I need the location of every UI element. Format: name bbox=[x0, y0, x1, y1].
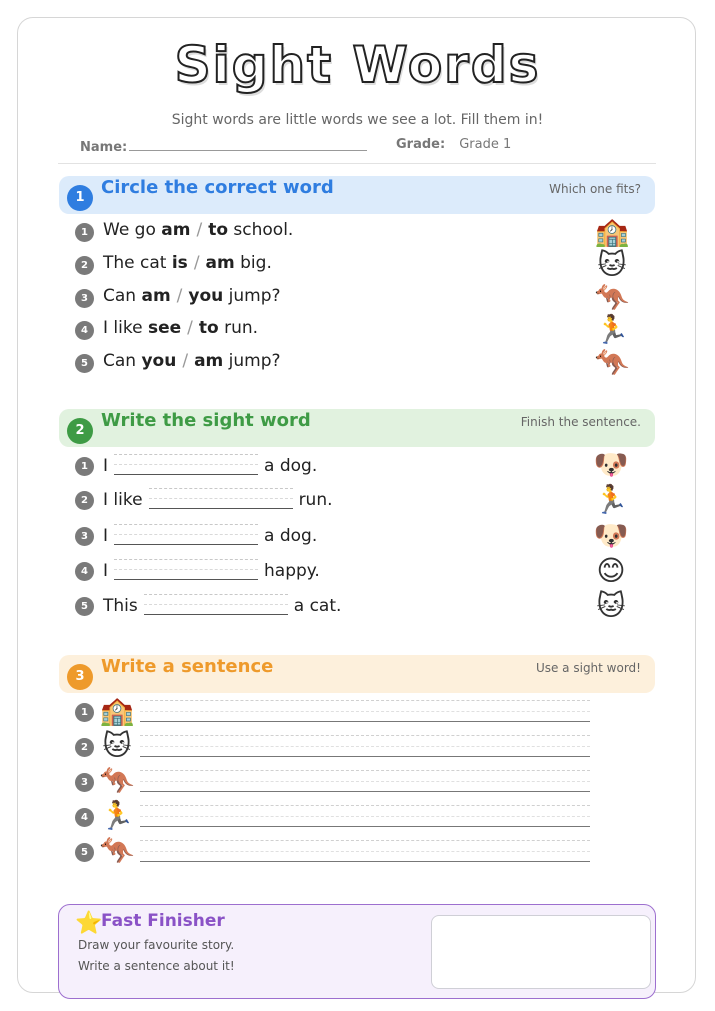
dog-icon: 🐶 bbox=[593, 519, 629, 552]
item-number: 2 bbox=[75, 491, 94, 510]
question-text: Can bbox=[103, 351, 137, 371]
slash-separator: / bbox=[193, 253, 200, 273]
word-option[interactable]: am bbox=[194, 351, 224, 371]
section-number-badge: 1 bbox=[67, 185, 93, 211]
section-write-word-header bbox=[59, 409, 655, 447]
question-text: I bbox=[103, 456, 109, 476]
section-title: Circle the correct word bbox=[101, 177, 334, 198]
item-number: 1 bbox=[75, 457, 94, 476]
kangaroo-icon: 🦘 bbox=[99, 764, 135, 797]
smiley-icon: 😊 bbox=[596, 554, 626, 587]
item-number: 4 bbox=[75, 808, 94, 827]
word-option[interactable]: am bbox=[161, 220, 191, 240]
runner-icon: 🏃 bbox=[99, 799, 135, 832]
fast-finisher-instruction: Draw your favourite story. bbox=[78, 938, 235, 952]
section-hint: Which one fits? bbox=[549, 182, 641, 196]
fast-finisher-instruction: Write a sentence about it! bbox=[78, 959, 235, 973]
answer-blank[interactable] bbox=[144, 594, 288, 615]
sentence-writing-line[interactable] bbox=[140, 805, 590, 827]
school-icon: 🏫 bbox=[594, 215, 630, 248]
item-number: 5 bbox=[75, 597, 94, 616]
circle-question bbox=[103, 220, 293, 240]
question-text: jump? bbox=[228, 351, 281, 371]
sentence-writing-line[interactable] bbox=[140, 735, 590, 757]
question-text: run. bbox=[298, 490, 333, 510]
item-number: 3 bbox=[75, 527, 94, 546]
slash-separator: / bbox=[196, 220, 203, 240]
grade-value: Grade 1 bbox=[459, 137, 512, 152]
question-text: I bbox=[103, 526, 109, 546]
fast-finisher-box bbox=[58, 904, 656, 999]
section-write-sentence-header bbox=[59, 655, 655, 693]
slash-separator: / bbox=[176, 286, 183, 306]
runner-icon: 🏃 bbox=[594, 313, 630, 346]
grade-row bbox=[396, 137, 511, 152]
sentence-writing-line[interactable] bbox=[140, 840, 590, 862]
cat-icon: 🐱 bbox=[102, 729, 132, 762]
grade-label: Grade: bbox=[396, 137, 446, 152]
question-text: I like bbox=[103, 490, 143, 510]
question-text: We go bbox=[103, 220, 156, 240]
section-title: Write a sentence bbox=[101, 656, 274, 677]
name-field[interactable] bbox=[129, 137, 367, 151]
item-number: 1 bbox=[75, 703, 94, 722]
question-text: big. bbox=[240, 253, 272, 273]
header-divider bbox=[58, 163, 656, 164]
question-text: a dog. bbox=[264, 526, 318, 546]
question-text: Can bbox=[103, 286, 137, 306]
sentence-writing-line[interactable] bbox=[140, 700, 590, 722]
answer-blank[interactable] bbox=[114, 454, 258, 475]
circle-question bbox=[103, 318, 258, 338]
answer-blank[interactable] bbox=[114, 524, 258, 545]
cat-icon: 🐱 bbox=[596, 589, 626, 622]
word-option[interactable]: am bbox=[141, 286, 171, 306]
dog-icon: 🐶 bbox=[593, 448, 629, 481]
section-title: Write the sight word bbox=[101, 410, 311, 431]
star-icon: ⭐ bbox=[75, 911, 103, 936]
circle-question bbox=[103, 253, 272, 273]
fill-blank-question bbox=[103, 524, 317, 546]
section-hint: Use a sight word! bbox=[535, 661, 641, 675]
fill-blank-question bbox=[103, 594, 341, 616]
fill-blank-question bbox=[103, 488, 333, 510]
word-option[interactable]: am bbox=[205, 253, 235, 273]
question-text: The cat bbox=[103, 253, 167, 273]
kangaroo-icon: 🦘 bbox=[594, 281, 630, 314]
runner-icon: 🏃 bbox=[593, 483, 629, 516]
question-text: I bbox=[103, 561, 109, 581]
slash-separator: / bbox=[187, 318, 193, 338]
word-option[interactable]: to bbox=[208, 220, 229, 240]
name-row bbox=[80, 137, 367, 155]
question-text: school. bbox=[233, 220, 294, 240]
answer-blank[interactable] bbox=[149, 488, 293, 509]
item-number: 4 bbox=[75, 562, 94, 581]
kangaroo-icon: 🦘 bbox=[99, 834, 135, 867]
item-number: 3 bbox=[75, 289, 94, 308]
slash-separator: / bbox=[182, 351, 189, 371]
circle-question bbox=[103, 286, 281, 306]
section-hint: Finish the sentence. bbox=[520, 415, 641, 429]
fill-blank-question bbox=[103, 454, 317, 476]
section-number-badge: 2 bbox=[67, 418, 93, 444]
question-text: a cat. bbox=[293, 596, 342, 616]
word-option[interactable]: to bbox=[198, 318, 219, 338]
cat-icon: 🐱 bbox=[597, 248, 627, 281]
question-text: This bbox=[103, 596, 138, 616]
word-option[interactable]: see bbox=[147, 318, 182, 338]
item-number: 3 bbox=[75, 773, 94, 792]
school-icon: 🏫 bbox=[99, 694, 135, 727]
section-number-badge: 3 bbox=[67, 664, 93, 690]
name-label: Name: bbox=[80, 140, 128, 155]
item-number: 2 bbox=[75, 256, 94, 275]
word-option[interactable]: is bbox=[171, 253, 188, 273]
fast-finisher-title: Fast Finisher bbox=[101, 911, 225, 931]
question-text: a dog. bbox=[264, 456, 318, 476]
question-text: run. bbox=[224, 318, 259, 338]
word-option[interactable]: you bbox=[141, 351, 177, 371]
item-number: 1 bbox=[75, 223, 94, 242]
item-number: 4 bbox=[75, 321, 94, 340]
question-text: jump? bbox=[228, 286, 281, 306]
drawing-box[interactable] bbox=[431, 915, 651, 989]
item-number: 5 bbox=[75, 354, 94, 373]
kangaroo-icon: 🦘 bbox=[594, 346, 630, 379]
item-number: 5 bbox=[75, 843, 94, 862]
page-title: Sight Words bbox=[174, 36, 541, 94]
question-text: happy. bbox=[264, 561, 320, 581]
question-text: I like bbox=[103, 318, 143, 338]
fill-blank-question bbox=[103, 559, 320, 581]
page-subtitle: Sight words are little words we see a lot. Fill them in! bbox=[171, 112, 544, 128]
item-number: 2 bbox=[75, 738, 94, 757]
section-circle-word-header bbox=[59, 176, 655, 214]
sentence-writing-line[interactable] bbox=[140, 770, 590, 792]
answer-blank[interactable] bbox=[114, 559, 258, 580]
word-option[interactable]: you bbox=[188, 286, 224, 306]
circle-question bbox=[103, 351, 281, 371]
